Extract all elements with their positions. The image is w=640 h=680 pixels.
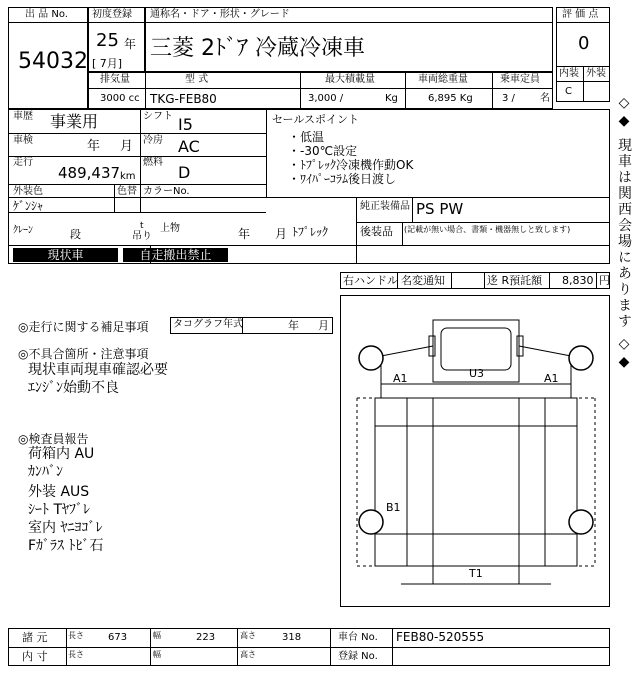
body-type-value: ﾄﾌﾟﾚｯｸ xyxy=(292,225,329,239)
capacity-value: 3 / xyxy=(502,93,515,104)
damage-u3: U3 xyxy=(469,367,485,380)
shift-value: I5 xyxy=(178,115,193,134)
body-month-unit: 月 xyxy=(275,227,288,241)
length-value: 673 xyxy=(108,632,128,643)
side-notice: ◇◆ 現車は関西会場にあります ◇◆ xyxy=(616,95,632,372)
eval-label: 評 価 点 xyxy=(562,9,599,20)
first-reg-label: 初度登録 xyxy=(92,9,132,20)
wheel-icon xyxy=(359,346,383,370)
fuel-value: D xyxy=(178,163,191,182)
shift-label: シフト xyxy=(143,111,173,122)
inspector-item: Fｶﾞﾗｽ ﾄﾋﾞ石 xyxy=(28,538,104,554)
driving-notes-label: ◎走行に関する補足事項 xyxy=(18,320,149,334)
interior-length-label: 長さ xyxy=(68,650,84,659)
crane-stage-unit: 段 xyxy=(70,228,81,241)
equipment-value: PS PW xyxy=(416,200,464,218)
history-value: 事業用 xyxy=(50,112,99,131)
exterior-label: 外装 xyxy=(586,68,606,79)
inspector-label: ◎検査員報告 xyxy=(18,432,89,446)
damage-a1-right: A1 xyxy=(544,372,559,385)
first-reg-month: [ 7月] xyxy=(92,57,123,70)
wheel-icon xyxy=(359,510,383,534)
capacity-unit: 名 xyxy=(540,93,550,104)
name-change-label: 名変通知 xyxy=(401,274,445,287)
sales-points-label: セールスポイント xyxy=(272,113,360,126)
defects-label: ◎不具合箇所・注意事項 xyxy=(18,347,149,361)
interior-score: C xyxy=(565,86,572,97)
inspection-month: 月 xyxy=(120,139,134,154)
ac-label: 冷房 xyxy=(143,135,163,146)
body-position-label: 上物 xyxy=(160,223,180,234)
mileage-unit: km xyxy=(120,171,136,182)
history-label: 車歴 xyxy=(13,111,33,122)
damage-t1: T1 xyxy=(469,567,483,580)
right-hand-label: 右ハンドル xyxy=(343,274,398,287)
crane-label: ｸﾚｰﾝ xyxy=(13,225,33,236)
tacho-year: 年 xyxy=(288,319,299,332)
wheel-icon xyxy=(569,510,593,534)
displacement-value: 3000 cc xyxy=(100,93,140,104)
tacho-label: タコグラフ年式 xyxy=(173,319,243,330)
vehicle-name: 三菱 2ﾄﾞｱ 冷蔵冷凍車 xyxy=(150,36,365,61)
sales-point-item: ・ﾄﾌﾟﾚｯｸ冷凍機作動OK xyxy=(288,158,414,172)
sales-point-item: ・-30℃設定 xyxy=(288,144,358,158)
interior-height-label: 高さ xyxy=(240,650,256,659)
sales-point-item: ・ﾜｲﾊﾟｰｺﾗﾑ後日渡し xyxy=(288,172,397,186)
max-load-label: 最大積載量 xyxy=(325,74,375,85)
exterior-color-label: 外装色 xyxy=(13,186,43,197)
chassis-label: 車台 No. xyxy=(338,632,378,643)
hanging-label: 吊り xyxy=(132,231,152,242)
equipment-label: 純正装備品 xyxy=(360,201,410,212)
sales-point-item: ・低温 xyxy=(288,130,325,144)
model-value: TKG-FEB80 xyxy=(150,92,217,106)
recycle-label: 迻 R預託額 xyxy=(487,274,543,287)
yen-unit: 円 xyxy=(599,274,610,287)
max-load-unit: Kg xyxy=(385,93,398,104)
height-value: 318 xyxy=(282,632,302,643)
interior-width-label: 幅 xyxy=(153,650,161,659)
inspector-item: ｶﾝﾊﾞﾝ xyxy=(28,464,63,480)
height-label: 高さ xyxy=(240,631,256,640)
body-year-unit: 年 xyxy=(238,227,251,241)
aftermarket-note: (記載が無い場合、書類・機器無しと致します) xyxy=(404,225,571,234)
inspector-item: ｼｰﾄ Tﾔﾌﾞﾚ xyxy=(28,502,91,518)
damage-a1-left: A1 xyxy=(393,372,408,385)
displacement-label: 排気量 xyxy=(100,74,130,85)
defect-item: ｴﾝｼﾞﾝ始動不良 xyxy=(28,380,119,396)
crane-ton-unit: t xyxy=(140,221,144,231)
lot-label: 出 品 No. xyxy=(25,9,68,20)
current-vehicle-badge: 現状車 xyxy=(13,248,118,262)
tacho-month: 月 xyxy=(318,319,329,332)
eval-score: 0 xyxy=(578,33,590,54)
registration-label: 登録 No. xyxy=(338,651,378,662)
gvw-label: 車両総重量 xyxy=(418,74,468,85)
wheel-icon xyxy=(569,346,593,370)
lot-number: 54032 xyxy=(18,49,88,74)
aftermarket-label: 後装品 xyxy=(360,225,393,238)
mileage-value: 489,437 xyxy=(58,164,121,182)
exterior-color-value: ｹﾞﾝｼｬ xyxy=(13,199,44,213)
color-code-label: カラーNo. xyxy=(143,186,190,197)
no-self-drive-badge: 自走搬出禁止 xyxy=(123,248,228,262)
inspection-label: 車検 xyxy=(13,135,33,146)
mileage-label: 走行 xyxy=(13,157,33,168)
capacity-label: 乗車定員 xyxy=(500,74,540,85)
model-label: 型 式 xyxy=(185,74,209,85)
vehicle-title-label: 通称名・ドア・形状・グレード xyxy=(150,9,290,20)
ac-value: AC xyxy=(178,137,200,156)
defect-item: 現状車両現車確認必要 xyxy=(28,362,168,378)
dims-label: 諸 元 xyxy=(22,631,48,644)
inspector-item: 室内 ﾔﾆﾖｺﾞﾚ xyxy=(28,520,103,536)
inspector-item: 荷箱内 AU xyxy=(28,446,95,462)
truck-diagram xyxy=(340,295,610,607)
fuel-label: 燃料 xyxy=(143,157,163,168)
recycle-amount: 8,830 xyxy=(562,274,594,287)
truck-outline xyxy=(341,296,609,606)
interior-dims-label: 内 寸 xyxy=(22,650,48,663)
chassis-value: FEB80-520555 xyxy=(396,630,485,644)
interior-label: 内装 xyxy=(559,68,579,79)
damage-b1: B1 xyxy=(386,501,401,514)
inspector-item: 外装 AUS xyxy=(28,484,90,500)
width-value: 223 xyxy=(196,632,216,643)
year-unit: 年 xyxy=(124,37,137,51)
first-reg-year: 25 xyxy=(96,30,119,51)
length-label: 長さ xyxy=(68,631,84,640)
max-load-value: 3,000 / xyxy=(308,93,344,104)
gvw-value: 6,895 Kg xyxy=(428,93,473,104)
color-change-label: 色替 xyxy=(117,186,137,197)
inspection-year: 年 xyxy=(87,139,101,154)
width-label: 幅 xyxy=(153,631,161,640)
